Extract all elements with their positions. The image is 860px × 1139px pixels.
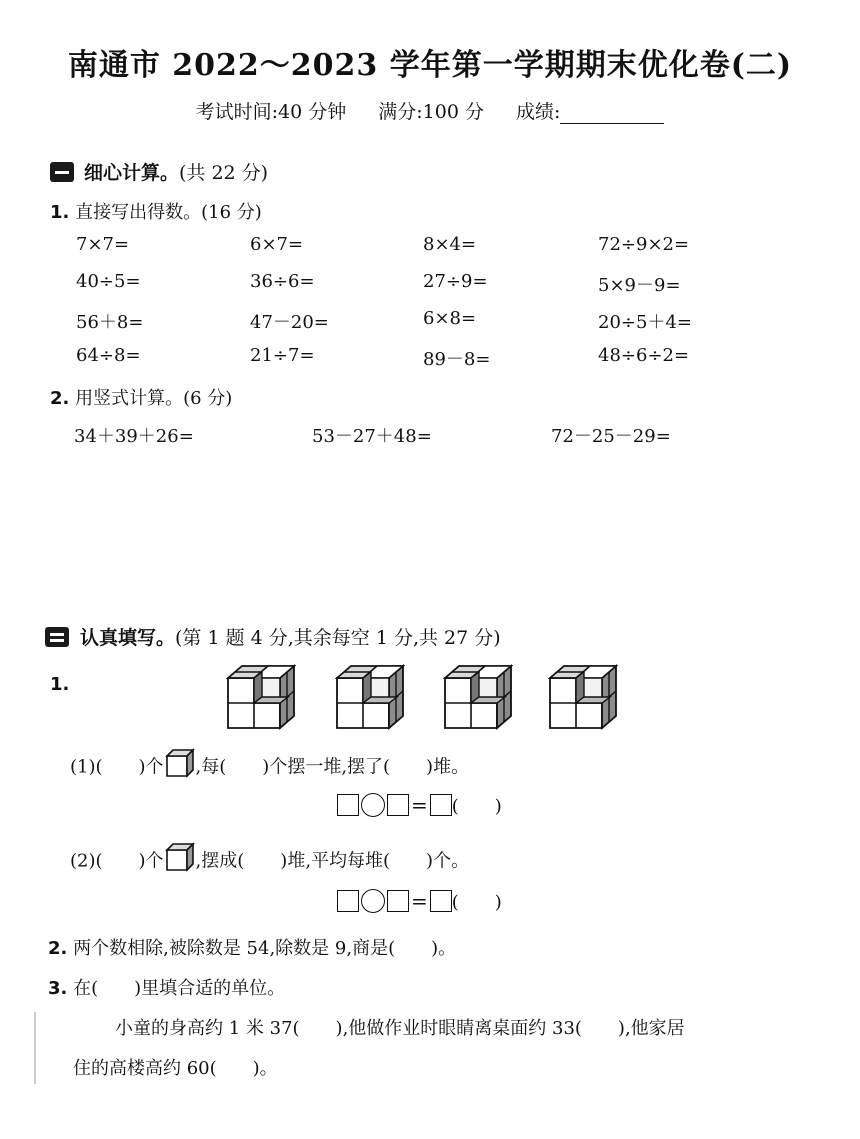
part-1-suffix: ,每( )个摆一堆,摆了( )堆。 (195, 756, 470, 778)
question-2-3-line-1: 小童的身高约 1 米 37( ),他做作业时眼睛离桌面约 33( ),他家居 (115, 1018, 685, 1039)
question-number: 2. (50, 388, 70, 409)
calc-item[interactable]: 48÷6÷2= (598, 345, 690, 366)
calc-item[interactable]: 21÷7= (250, 345, 315, 366)
unit-paren[interactable]: ( ) (451, 796, 502, 817)
section-one-heading (84, 158, 268, 185)
exam-full-score: 满分:100 分 (378, 101, 484, 123)
question-2-1-part-1 (70, 748, 469, 783)
question-2-3-line-2: 住的高楼高约 60( )。 (73, 1058, 278, 1079)
cube-icon (165, 748, 195, 783)
question-2-2 (48, 934, 456, 960)
operator-circle[interactable] (361, 793, 385, 817)
blank-box[interactable] (337, 890, 359, 912)
calc-item[interactable]: 89－8= (423, 349, 491, 370)
part-2-suffix: ,摆成( )堆,平均每堆( )个。 (195, 850, 470, 872)
calc-item[interactable]: 72÷9×2= (598, 234, 690, 255)
question-number: 1. (50, 202, 70, 223)
unit-paren[interactable]: ( ) (451, 892, 502, 913)
vertical-calc-item[interactable]: 34＋39＋26= (74, 426, 194, 447)
margin-line (34, 1012, 36, 1084)
section-two-heading (80, 623, 501, 650)
calc-item[interactable]: 64÷8= (76, 345, 141, 366)
part-1-prefix: (1)( )个 (70, 756, 164, 778)
question-text: 两个数相除,被除数是 54,除数是 9,商是( )。 (73, 938, 457, 959)
cube-group (226, 664, 296, 734)
section-two-icon (45, 627, 69, 647)
section-two-title: 认真填写。 (80, 627, 176, 649)
blank-box[interactable] (387, 794, 409, 816)
calc-item[interactable]: 6×7= (250, 234, 304, 255)
section-two-points: (第 1 题 4 分,其余每空 1 分,共 27 分) (175, 627, 501, 649)
question-2-1-number: 1. (50, 674, 70, 695)
equals-sign: = (411, 889, 428, 913)
cube-group (443, 664, 513, 734)
calc-item[interactable]: 5×9－9= (598, 275, 681, 296)
blank-box[interactable] (337, 794, 359, 816)
question-2-3 (48, 974, 285, 1000)
question-number: 3. (48, 978, 68, 999)
question-1-2 (50, 384, 232, 410)
calc-item[interactable]: 20÷5＋4= (598, 312, 692, 333)
question-2-1-part-2 (70, 842, 469, 877)
blank-box[interactable] (430, 890, 452, 912)
question-1-1 (50, 198, 262, 224)
question-number: 2. (48, 938, 68, 959)
score-blank[interactable] (560, 105, 664, 124)
calc-item[interactable]: 7×7= (76, 234, 130, 255)
vertical-calc-item[interactable]: 72－25－29= (551, 426, 671, 447)
question-text: 用竖式计算。(6 分) (75, 388, 233, 409)
calc-item[interactable]: 40÷5= (76, 271, 141, 292)
exam-time: 考试时间:40 分钟 (195, 101, 347, 123)
operator-circle[interactable] (361, 889, 385, 913)
equals-sign: = (411, 793, 428, 817)
vertical-calc-item[interactable]: 53－27＋48= (312, 426, 432, 447)
section-one-icon (50, 162, 74, 182)
calc-item[interactable]: 6×8= (423, 308, 477, 329)
equation-2 (337, 888, 502, 914)
exam-title: 南通市 2022～2023 学年第一学期期末优化卷(二) (67, 48, 793, 83)
cube-group (335, 664, 405, 734)
equation-1 (337, 792, 502, 818)
score-label: 成绩: (516, 101, 561, 123)
cube-group (548, 664, 618, 734)
part-2-prefix: (2)( )个 (70, 850, 164, 872)
cube-icon (165, 842, 195, 877)
calc-item[interactable]: 36÷6= (250, 271, 315, 292)
calc-item[interactable]: 8×4= (423, 234, 477, 255)
blank-box[interactable] (387, 890, 409, 912)
section-one-points: (共 22 分) (179, 162, 269, 184)
calc-item[interactable]: 27÷9= (423, 271, 488, 292)
exam-info (0, 97, 860, 124)
question-text: 在( )里填合适的单位。 (73, 978, 286, 999)
blank-box[interactable] (430, 794, 452, 816)
section-one-title: 细心计算。 (84, 162, 180, 184)
question-text: 直接写出得数。(16 分) (75, 202, 262, 223)
calc-item[interactable]: 56＋8= (76, 312, 144, 333)
calc-item[interactable]: 47－20= (250, 312, 329, 333)
